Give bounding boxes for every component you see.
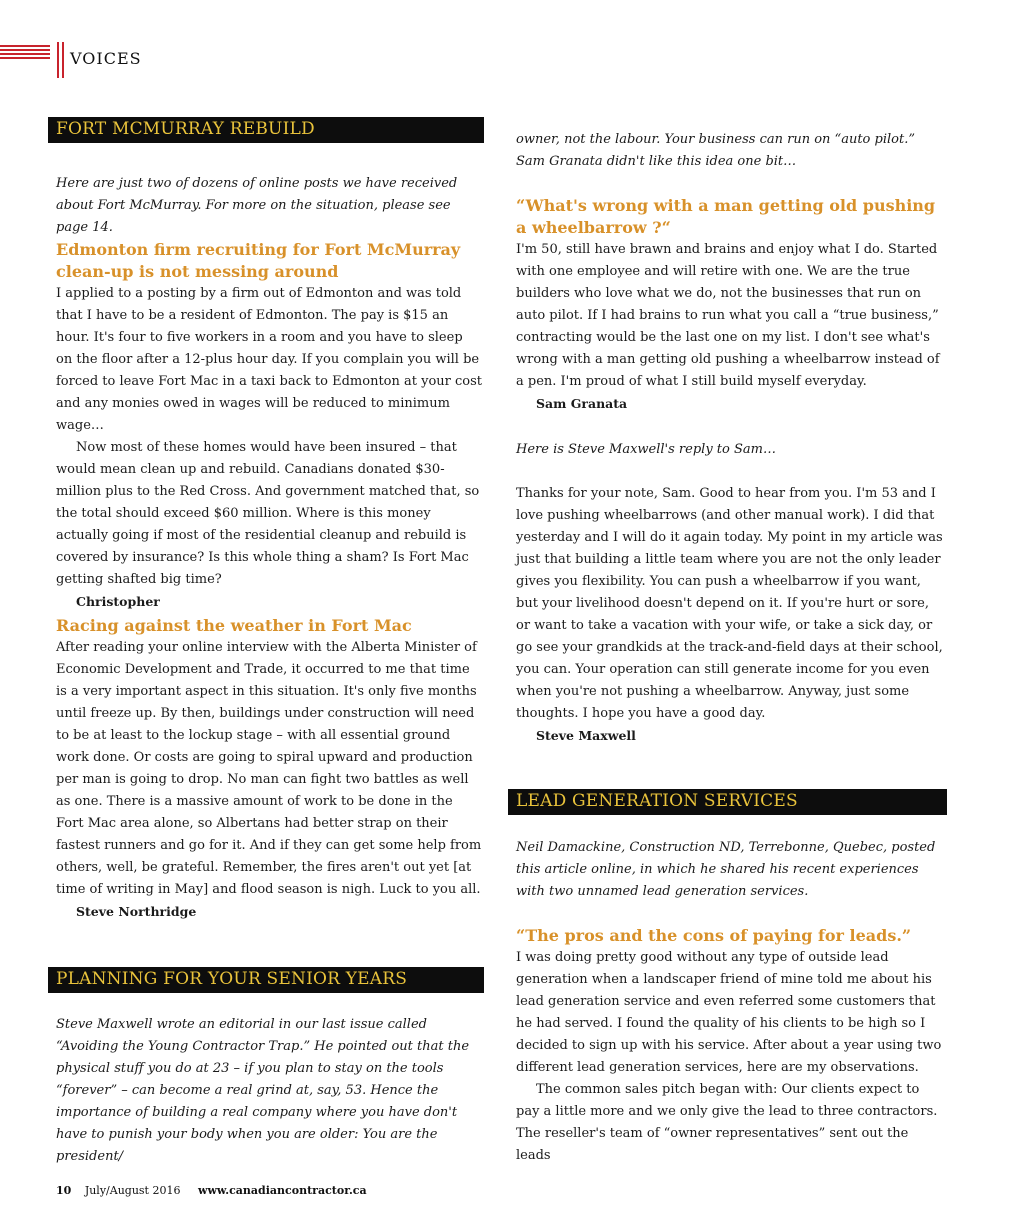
website-url: www.canadiancontractor.ca	[197, 1184, 367, 1197]
post-edmonton	[56, 239, 482, 613]
post-racing-weather	[56, 615, 482, 923]
post-leads	[516, 925, 944, 1167]
post-paragraph: I'm 50, still have brawn and brains and enjoy what I do. Started with one employee and will retire with one. We are the true builders who love what we do, not the businesses that run on auto pilot. If I had brains to run what you call a “true business,” contracting would be the last one on my list. I don't see what's wrong with a man getting old pushing a wheelbarrow instead of a pen. I'm proud of what I still build myself everyday.	[516, 242, 940, 389]
section-label: VOICES	[70, 49, 142, 68]
intro-senior-years: Steve Maxwell wrote an editorial in our last issue called “Avoiding the Young Contractor Trap.” He pointed out that the physical stuff you do at 23 – if you plan to stay on the tools “forever” – can become a real grind at, say, 53. Hence the importance of building a real company where you have don't have to punish your body when you are older: You are the president/	[56, 1017, 470, 1164]
banner-fort-mcmurray: FORT MCMURRAY REBUILD	[48, 117, 484, 143]
post-paragraph: I applied to a posting by a firm out of Edmonton and was told that I have to be a resident of Edmonton. The pay is $15 an hour. It's four to five workers in a room and you have to sleep on the floor after a 12-plus hour day. If you complain you will be forced to leave Fort Mac in a taxi back to Edmonton at your cost and any monies owed in wages will be reduced to minimum wage…	[56, 286, 482, 433]
intro-lead-generation: Neil Damackine, Construction ND, Terrebonne, Quebec, posted this article online, in which he shared his recent experiences with two unnamed lead generation services.	[516, 840, 936, 899]
continuation-text: owner, not the labour. Your business can run on “auto pilot.” Sam Granata didn't like this idea one bit…	[516, 132, 915, 169]
page-footer	[56, 1184, 367, 1197]
header-bar	[62, 42, 64, 78]
post-headline: Edmonton firm recruiting for Fort McMurray clean-up is not messing around	[56, 240, 461, 281]
banner-lead-generation: LEAD GENERATION SERVICES	[508, 789, 947, 815]
post-headline: Racing against the weather in Fort Mac	[56, 616, 412, 635]
post-wheelbarrow	[516, 195, 944, 415]
intro-fort-mcmurray: Here are just two of dozens of online posts we have received about Fort McMurray. For more on the situation, please see page 14.	[56, 176, 458, 235]
reply-intro: Here is Steve Maxwell's reply to Sam…	[516, 442, 776, 457]
post-signature: Steve Northridge	[76, 904, 197, 919]
post-signature: Steve Maxwell	[536, 728, 636, 743]
header-bar	[57, 42, 59, 78]
post-paragraph: Now most of these homes would have been insured – that would mean clean up and rebuild. Canadians donated $30-million plus to the Red Cross. And government matched that, so the total should exceed $60 million. Where is this money actually going if most of the residential cleanup and rebuild is covered by insurance? Is this whole thing a sham? Is Fort Mac getting shafted big time?	[56, 440, 480, 587]
banner-senior-years: PLANNING FOR YOUR SENIOR YEARS	[48, 967, 484, 993]
page-number: 10	[56, 1184, 72, 1197]
post-signature: Christopher	[76, 594, 160, 609]
post-paragraph: I was doing pretty good without any type of outside lead generation when a landscaper friend of mine told me about his lead generation service and even referred some customers that he had served. I found the quality of his clients to be high so I decided to sign up with his service. After about a year using two different lead generation services, here are my observations.	[516, 950, 942, 1075]
reply-maxwell	[516, 483, 944, 747]
post-paragraph: The common sales pitch began with: Our clients expect to pay a little more and we only give the lead to three contractors. The reseller's team of “owner representatives” sent out the leads	[516, 1082, 938, 1163]
post-headline: “The pros and the cons of paying for leads.”	[516, 926, 912, 945]
issue-date: July/August 2016	[84, 1184, 181, 1197]
header-rules	[0, 45, 50, 61]
post-paragraph: After reading your online interview with the Alberta Minister of Economic Development and Trade, it occurred to me that time is a very important aspect in this situation. It's only five months until freeze up. By then, buildings under construction will need to be at least to the lockup stage – with all essential ground work done. Or costs are going to spiral upward and production per man is going to drop. No man can fight two battles as well as one. There is a massive amount of work to be done in the Fort Mac area alone, so Albertans had better strap on their fastest runners and go for it. And if they can get some help from others, well, be grateful. Remember, the fires aren't out yet [at time of writing in May] and flood season is nigh. Luck to you all.	[56, 640, 482, 897]
post-signature: Sam Granata	[536, 396, 628, 411]
post-paragraph: Thanks for your note, Sam. Good to hear from you. I'm 53 and I love pushing wheelbarrows (and other manual work). I did that yesterday and I will do it again today. My point in my article was just that building a little team where you are not the only leader gives you flexibility. You can push a wheelbarrow if you want, but your livelihood doesn't depend on it. If you're hurt or sore, or want to take a vacation with your wife, or take a sick day, or go see your grandkids at the track-and-field days at their school, you can. Your operation can still generate income for you even when you're not pushing a wheelbarrow. Anyway, just some thoughts. I hope you have a good day.	[516, 486, 943, 721]
post-headline: “What's wrong with a man getting old pushing a wheelbarrow ?“	[516, 196, 936, 237]
